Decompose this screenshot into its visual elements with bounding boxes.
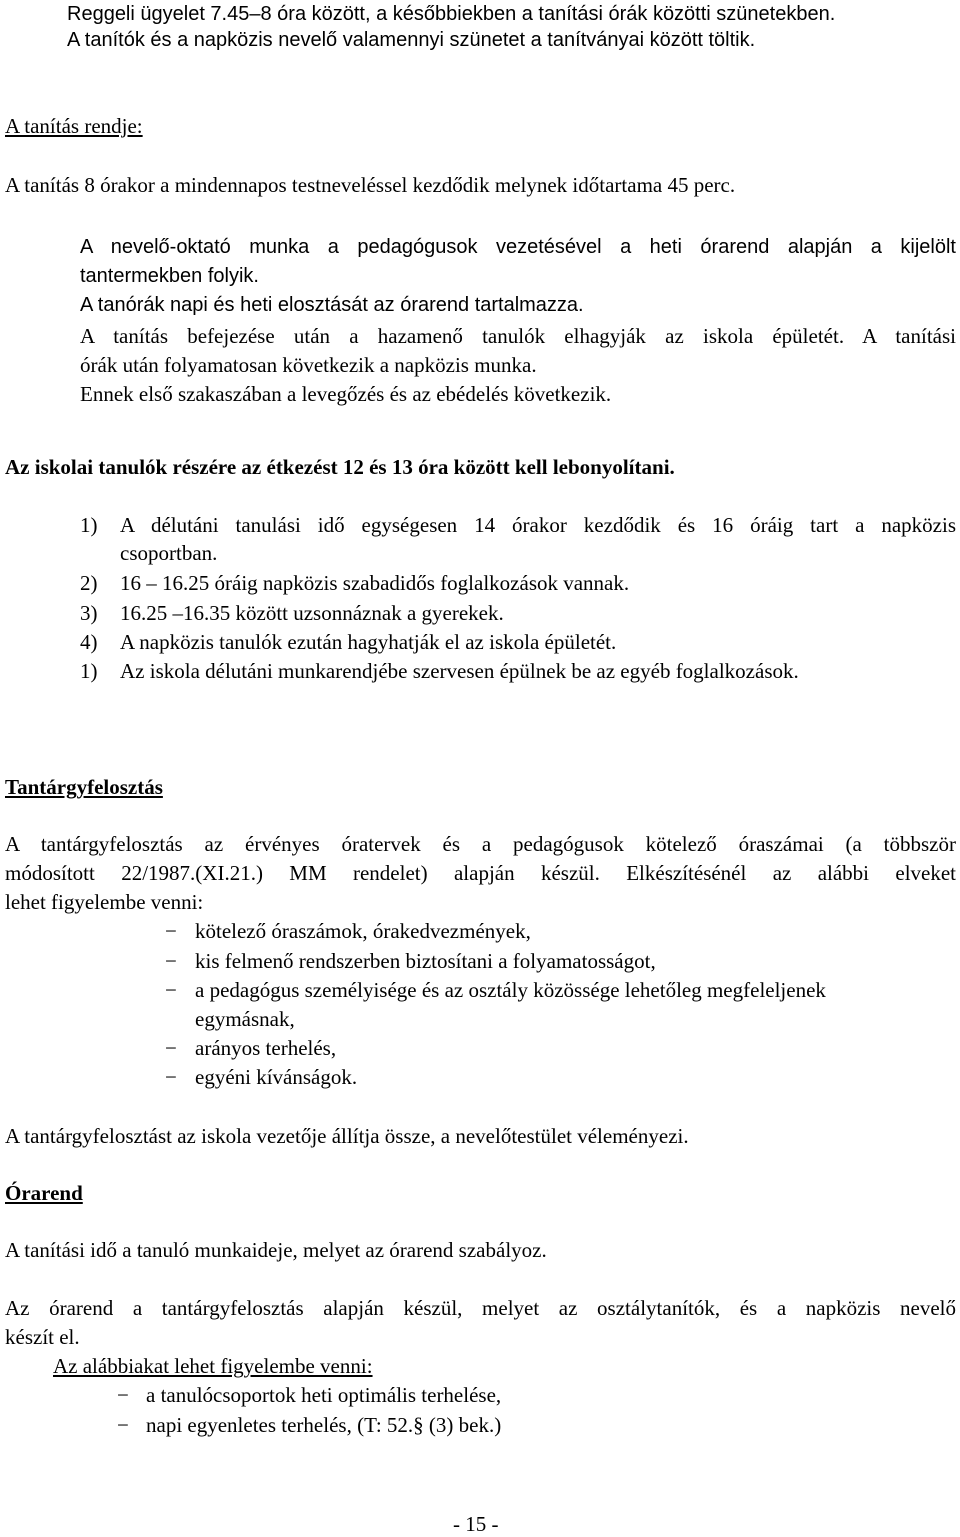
bullet-item-text: arányos terhelés, (195, 1036, 337, 1060)
list-item-text: A délutáni tanulási idő egységesen 14 órakor kezdődik és 16 óráig tart a napközis (120, 513, 956, 537)
bold-note-meals: Az iskolai tanulók részére az étkezést 12 és 13 óra között kell lebonyolítani. (5, 455, 675, 479)
list-item-text-cont: csoportban. (120, 541, 218, 565)
list-number: 4) (80, 630, 98, 654)
intro-line-2: A tanítók és a napközis nevelő valamennyi szünetet a tanítványai között töltik. (67, 29, 756, 51)
dash-bullet-icon: − (165, 1065, 177, 1089)
paragraph-timetable-line-1: Az órarend a tantárgyfelosztás alapján készül, melyet az osztálytanítók, és a napközis nevelő (5, 1296, 956, 1320)
page-number: - 15 - (453, 1512, 499, 1536)
paragraph-work-line-2: tantermekben folyik. (80, 265, 259, 287)
paragraph-leave-line-2: órák után folyamatosan következik a napközis munka. (80, 353, 537, 377)
paragraph-work-line-1: A nevelő-oktató munka a pedagógusok vezetésével a heti órarend alapján a kijelölt (80, 236, 956, 258)
dash-bullet-icon: − (165, 978, 177, 1002)
dash-bullet-icon: − (117, 1383, 129, 1407)
bullet-item-text-cont: egymásnak, (195, 1007, 295, 1031)
paragraph-lunch: Ennek első szakaszában a levegőzés és az ebédelés következik. (80, 382, 612, 406)
section-heading-tantargyfelosztas: Tantárgyfelosztás (5, 775, 163, 799)
list-number: 2) (80, 571, 98, 595)
bullet-item-text: kötelező óraszámok, órakedvezmények, (195, 919, 531, 943)
paragraph-start: A tanítás 8 órakor a mindennapos testneveléssel kezdődik melynek időtartama 45 perc. (5, 173, 736, 197)
dash-bullet-icon: − (165, 919, 177, 943)
section-heading-tanitas-rendje: A tanítás rendje: (5, 114, 143, 138)
bullet-item-text: napi egyenletes terhelés, (T: 52.§ (3) bek.) (146, 1413, 502, 1437)
dash-bullet-icon: − (117, 1413, 129, 1437)
dash-bullet-icon: − (165, 949, 177, 973)
section-heading-orarend: Órarend (5, 1181, 83, 1205)
paragraph-allocation-line-1: A tantárgyfelosztás az érvényes óratervek és a pedagógusok kötelező óraszámai (a többször (5, 832, 956, 856)
paragraph-allocation-review: A tantárgyfelosztást az iskola vezetője állítja össze, a nevelőtestület véleményezi. (5, 1124, 689, 1148)
bullet-item-text: egyéni kívánságok. (195, 1065, 358, 1089)
paragraph-timetable: A tanórák napi és heti elosztását az órarend tartalmazza. (80, 294, 584, 316)
list-number: 1) (80, 659, 98, 683)
list-item-text: A napközis tanulók ezután hagyhatják el az iskola épületét. (120, 630, 617, 654)
list-number: 1) (80, 513, 98, 537)
list-item-text: 16.25 –16.35 között uzsonnáznak a gyerekek. (120, 601, 504, 625)
paragraph-leave-line-1: A tanítás befejezése után a hazamenő tanulók elhagyják az iskola épületét. A tanítási (80, 324, 956, 348)
list-number: 3) (80, 601, 98, 625)
paragraph-timetable-line-2: készít el. (5, 1325, 80, 1349)
dash-bullet-icon: − (165, 1036, 177, 1060)
intro-line-1: Reggeli ügyelet 7.45–8 óra között, a későbbiekben a tanítási órák közötti szünetekben. (67, 3, 836, 25)
bullet-item-text: kis felmenő rendszerben biztosítani a folyamatosságot, (195, 949, 656, 973)
list-item-text: Az iskola délutáni munkarendjébe szervesen épülnek be az egyéb foglalkozások. (120, 659, 799, 683)
paragraph-allocation-line-3: lehet figyelembe venni: (5, 890, 204, 914)
paragraph-working-time: A tanítási idő a tanuló munkaideje, melyet az órarend szabályoz. (5, 1238, 547, 1262)
bullet-item-text: a pedagógus személyisége és az osztály közössége lehetőleg megfeleljenek (195, 978, 826, 1002)
paragraph-allocation-line-2: módosított 22/1987.(XI.21.) MM rendelet) alapján készül. Elkészítésénél az alábbi elveket (5, 861, 956, 885)
list-item-text: 16 – 16.25 óráig napközis szabadidős foglalkozások vannak. (120, 571, 630, 595)
bullet-item-text: a tanulócsoportok heti optimális terhelése, (146, 1383, 502, 1407)
sub-heading-considerations: Az alábbiakat lehet figyelembe venni: (53, 1354, 373, 1378)
